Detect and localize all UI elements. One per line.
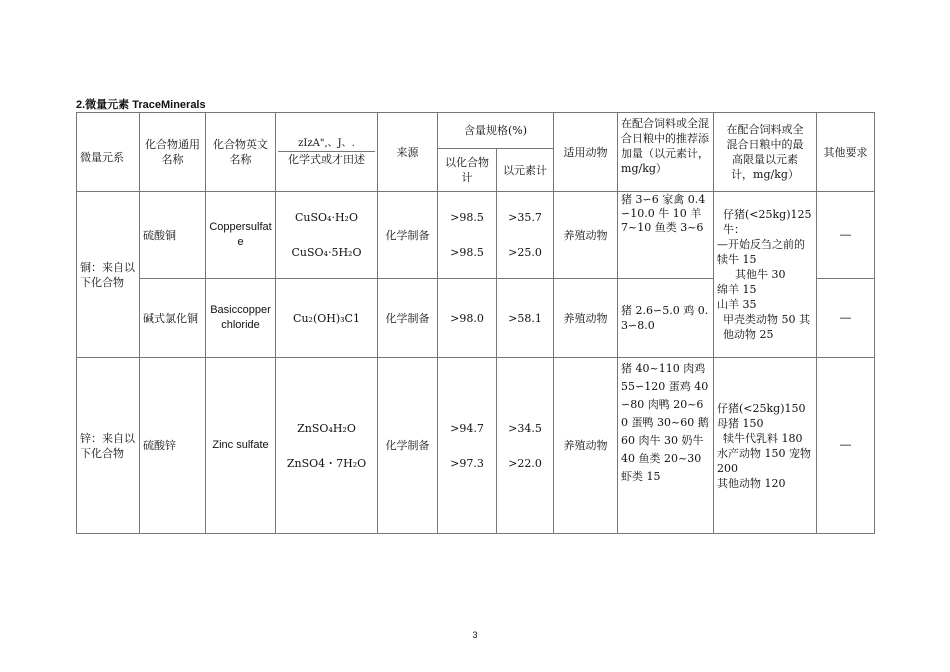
header-row	[77, 113, 875, 149]
header-source: 来源	[378, 113, 438, 192]
header-element: 微量元系	[77, 113, 140, 192]
spec-element: >58.1	[497, 279, 554, 358]
table-row	[77, 192, 875, 279]
element-zinc: 锌：来自以下化合物	[77, 358, 140, 534]
spec-element-value: >34.5	[508, 421, 542, 435]
recommended	[618, 358, 714, 534]
table-row	[77, 358, 875, 534]
formula-line: CuSO₄·H₂O	[295, 211, 358, 224]
header-maximum-lines	[717, 122, 813, 182]
source: 化学制备	[378, 192, 438, 279]
recommended-text: 猪 40~110 肉鸡 55∽120 蛋鸡 40∽80 肉鸭 20~60 蛋鸭 30~60 鹅 60 肉牛 30 奶牛 40 鱼类 20~30 虾类 15	[621, 362, 709, 483]
formula-line: CuSO₄·5H₂O	[291, 246, 362, 259]
header-recommended-text: 在配合饲料或全混合日粮中的推荐添加量（以元素计，mg/kg）	[621, 117, 710, 175]
common-name: 硫酸铜	[140, 192, 206, 279]
maximum-line: 其他牛 30	[735, 268, 786, 281]
header-maximum	[714, 113, 817, 192]
other: —	[817, 192, 875, 279]
spec-compound: >98.0	[438, 279, 497, 358]
spec-compound-value: >94.7	[450, 421, 484, 435]
common-name: 碱式氯化铜	[140, 279, 206, 358]
maximum-line: 仔猪(<25kg)125 牛：	[723, 208, 812, 236]
recommended	[618, 192, 714, 279]
formula	[276, 358, 378, 534]
header-maximum-line: 计，mg/kg）	[731, 168, 799, 181]
header-common-name: 化合物通用名称	[140, 113, 206, 192]
english-name: Basiccopper chloride	[206, 279, 276, 358]
header-maximum-line: 在配合饲料或全	[726, 123, 804, 136]
source: 化学制备	[378, 358, 438, 534]
animals: 养殖动物	[554, 358, 618, 534]
element-copper: 铜：来自以下化合物	[77, 192, 140, 358]
header-maximum-line: 混合日粮中的最	[726, 138, 804, 151]
recommended: 猪 2.6∽5.0 鸡 0.3∽8.0	[618, 279, 714, 358]
source: 化学制备	[378, 279, 438, 358]
animals: 养殖动物	[554, 279, 618, 358]
page-number: 3	[472, 630, 478, 640]
other: —	[817, 279, 875, 358]
header-spec-compound: 以化合物计	[438, 149, 497, 192]
animals: 养殖动物	[554, 192, 618, 279]
formula-line: ZnSO4・7H₂O	[286, 456, 367, 470]
spec-element-value: >22.0	[508, 456, 542, 470]
formula: Cu₂(OH)₃C1	[276, 279, 378, 358]
maximum-line: —开始反刍之前的犊牛 15	[717, 238, 806, 266]
header-spec-element: 以元素计	[497, 149, 554, 192]
spec-element	[497, 192, 554, 279]
spec-element	[497, 358, 554, 534]
recommended-text: 猪 3∽6 家禽 0.4∽10.0 牛 10 羊 7~10 鱼类 3~6	[621, 193, 706, 234]
spec-compound-value: >97.3	[450, 456, 484, 470]
maximum-copper	[714, 192, 817, 358]
maximum-line: 甲壳类动物 50 其他动物 25	[723, 313, 811, 341]
spec-compound-value: >98.5	[450, 246, 484, 259]
header-formula-garbled: zIzA",、J、.	[278, 137, 375, 152]
english-name: Zinc sulfate	[206, 358, 276, 534]
header-formula	[276, 113, 378, 192]
spec-compound	[438, 192, 497, 279]
header-spec: 含量规格(%)	[438, 113, 554, 149]
spec-compound-value: >98.5	[450, 211, 484, 224]
header-other: 其他要求	[817, 113, 875, 192]
maximum-zinc	[714, 358, 817, 534]
section-heading: 2.微量元素 TraceMinerals	[76, 99, 206, 111]
spec-compound	[438, 358, 497, 534]
other: —	[817, 358, 875, 534]
english-name: Coppersulfate	[206, 192, 276, 279]
header-maximum-line: 高限量以元素	[732, 153, 799, 166]
maximum-line: 山羊 35	[717, 298, 757, 311]
trace-minerals-table	[76, 112, 875, 534]
maximum-line: 母猪 150	[717, 416, 764, 430]
formula	[276, 192, 378, 279]
common-name: 硫酸锌	[140, 358, 206, 534]
spec-element-value: >35.7	[508, 211, 542, 224]
formula-line: ZnSO₄H₂O	[297, 421, 356, 435]
header-recommended	[618, 113, 714, 192]
header-english-name: 化合物英文名称	[206, 113, 276, 192]
header-formula-label: 化学式或才田述	[288, 152, 365, 166]
spec-element-value: >25.0	[508, 246, 542, 259]
maximum-line: 犊牛代乳料 180	[723, 431, 803, 445]
maximum-line: 水产动物 150 宠物 200	[717, 446, 812, 475]
maximum-line: 其他动物 120	[717, 476, 786, 490]
maximum-line: 仔猪(<25kg)150	[717, 401, 806, 415]
maximum-line: 绵羊 15	[717, 283, 757, 296]
header-animals: 适用动物	[554, 113, 618, 192]
